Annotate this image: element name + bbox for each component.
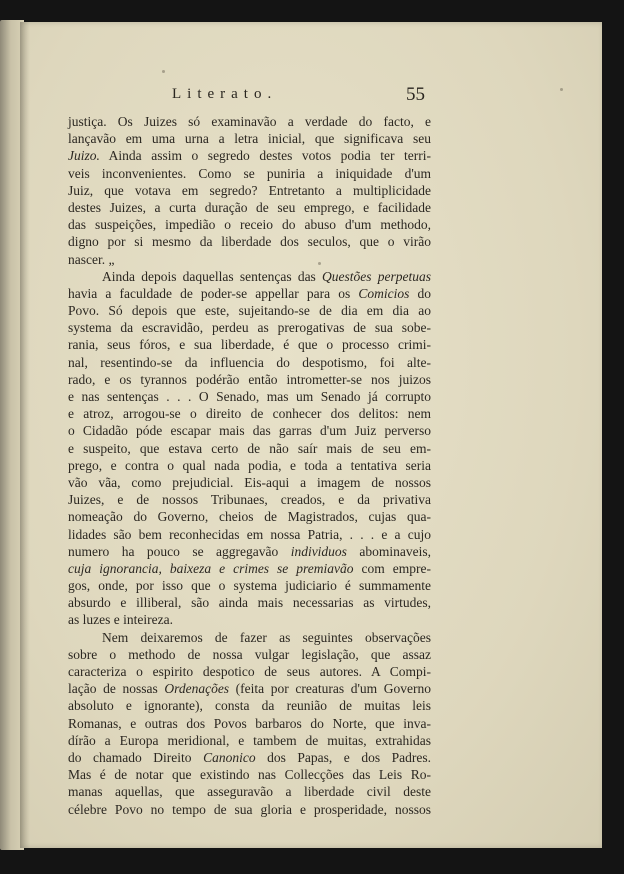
body-text <box>68 113 431 818</box>
text-segment: nal, resentindo-se da influencia do despotismo, foi alte- <box>68 354 431 370</box>
text-segment: do <box>409 285 431 301</box>
text-segment: e nas sentenças . . . O Senado, mas um Senado já corrupto <box>68 389 431 404</box>
paper-speck <box>560 88 563 91</box>
text-segment: rania, seus fóros, e sua liberdade, é que o processo crimi- <box>68 337 431 353</box>
text-segment: Romanas, e outras dos Povos barbaros do Norte, que inva- <box>68 715 431 731</box>
text-segment: do chamado Direito <box>68 749 204 765</box>
text-segment: Juizes, e de nossos Tribunaes, creados, e da privativa <box>68 492 431 508</box>
text-line <box>68 629 431 646</box>
text-segment: veis inconvenientes. Como se puniria a iniquidade d'um <box>68 165 431 181</box>
text-segment: digno por si mesmo da liberdade dos seculos, que o virão <box>68 234 431 250</box>
text-segment: (feita por creaturas d'um Governo <box>229 681 431 697</box>
text-segment: das suspeições, impedião o receio do abuso d'um methodo, <box>68 217 431 233</box>
text-line <box>68 457 431 474</box>
text-segment: Povo. Só depois que este, sujeitando-se de dia em dia ao <box>68 303 431 319</box>
text-line <box>68 783 431 800</box>
text-line <box>68 526 431 543</box>
running-title: Literato. <box>172 86 278 102</box>
text-segment: numero ha pouco se aggregavão <box>68 543 291 559</box>
text-line <box>68 680 431 697</box>
italic-text: individuos <box>290 543 347 559</box>
text-line <box>68 182 431 199</box>
text-segment: absurdo e illiberal, são ainda mais necessarias as virtudes, <box>68 595 431 611</box>
text-segment: as luzes e inteireza. <box>68 612 173 628</box>
paper-speck <box>162 70 165 73</box>
text-segment: nomeação do Governo, cheios de Magistrados, cujas qua- <box>68 509 431 525</box>
text-line <box>68 371 431 388</box>
text-line <box>68 388 431 405</box>
page-header <box>172 86 472 108</box>
text-segment: Nem deixaremos de fazer as seguintes observações <box>102 629 431 645</box>
text-segment: justiça. Os Juizes só examinavão a verdade do facto, e <box>68 114 431 129</box>
italic-text: Ordenações <box>164 681 230 697</box>
text-line <box>68 251 431 268</box>
text-segment: lação de nossas <box>68 681 165 697</box>
text-line <box>68 474 431 491</box>
text-line <box>68 319 431 336</box>
text-segment: dírão a Europa meridional, e tambem de muitas, extrahidas <box>68 732 431 748</box>
text-line <box>68 594 431 611</box>
text-line <box>68 147 431 164</box>
text-line <box>68 543 431 560</box>
text-line <box>68 732 431 749</box>
text-segment: nascer. „ <box>68 251 115 267</box>
text-line <box>68 491 431 508</box>
text-segment: systema da escravidão, perdeu as prerogativas de sua sobe- <box>68 320 431 336</box>
text-segment: absoluto e ignorante), consta da reunião de muitas leis <box>68 698 431 714</box>
italic-text: cuja ignorancia, baixeza e crimes se premiavão <box>68 560 354 576</box>
text-line <box>68 766 431 783</box>
italic-text: Comicios <box>358 285 410 301</box>
text-line <box>68 577 431 594</box>
text-line <box>68 216 431 233</box>
text-segment: Ainda assim o segredo destes votos podia ter terri- <box>99 148 431 164</box>
text-line <box>68 285 431 302</box>
text-segment: sobre o methodo de nossa vulgar legislação, que assaz <box>68 646 431 662</box>
text-line <box>68 611 431 628</box>
text-segment: com empre- <box>353 560 432 576</box>
text-line <box>68 749 431 766</box>
text-line <box>68 646 431 663</box>
text-segment: manas aquellas, que asseguravão a liberdade civil deste <box>68 784 431 800</box>
text-segment: destes Juizes, a curta duração de seu emprego, e facilidade <box>68 199 431 215</box>
italic-text: Questões perpetuas <box>322 268 431 284</box>
text-segment: Ainda depois daquellas sentenças das <box>102 268 323 284</box>
text-line <box>68 422 431 439</box>
text-segment: Mas é de notar que existindo nas Collecções das Leis Ro- <box>68 767 431 783</box>
page-gutter-shadow <box>20 22 30 848</box>
text-segment: gos, onde, por isso que o systema judiciario é summamente <box>68 578 431 594</box>
text-line <box>68 199 431 216</box>
page-number: 55 <box>406 84 425 105</box>
text-line <box>68 233 431 250</box>
text-segment: dos Papas, e dos Padres. <box>255 749 431 765</box>
text-segment: vão vãa, como prejudicial. Eis-aqui a imagem de nossos <box>68 474 431 490</box>
text-segment: e atroz, arrogou-se o direito de conhecer dos delitos: nem <box>68 406 431 422</box>
text-segment: lançavão em uma urna a letra inicial, que significava seu <box>68 131 431 147</box>
text-segment: Juiz, que votava em segredo? Entretanto a multiplicidade <box>68 182 431 198</box>
text-segment: abominaveis, <box>346 543 431 559</box>
text-line <box>68 113 431 130</box>
italic-text: Canonico <box>203 749 256 765</box>
text-line <box>68 508 431 525</box>
text-line <box>68 405 431 422</box>
text-segment: caracteriza o espirito despotico de seus autores. A Compi- <box>68 664 431 679</box>
text-line <box>68 302 431 319</box>
text-segment: célebre Povo no tempo de sua gloria e prosperidade, nossos <box>68 801 431 817</box>
text-line <box>68 697 431 714</box>
text-segment: e suspeito, que estava certo de não saír mais de seu em- <box>68 440 431 456</box>
text-line <box>68 354 431 371</box>
italic-text: Juizo. <box>68 148 100 164</box>
text-segment: havia a faculdade de poder-se appellar para os <box>68 285 359 301</box>
text-line <box>68 715 431 732</box>
text-line <box>68 560 431 577</box>
text-line <box>68 801 431 818</box>
text-segment: o Cidadão póde escapar mais das garras d'um Juiz perverso <box>68 423 431 439</box>
text-line <box>68 268 431 285</box>
text-line <box>68 336 431 353</box>
text-segment: prego, e contra o qual nada podia, e toda a tentativa seria <box>68 457 431 473</box>
text-line <box>68 130 431 147</box>
text-line <box>68 165 431 182</box>
text-line <box>68 663 431 680</box>
text-segment: rado, e os tyrannos podérão então intrometter-se nos juizos <box>68 371 431 387</box>
text-segment: lidades são bem reconhecidas em nossa Patria, . . . e a cujo <box>68 526 431 542</box>
text-line <box>68 440 431 457</box>
